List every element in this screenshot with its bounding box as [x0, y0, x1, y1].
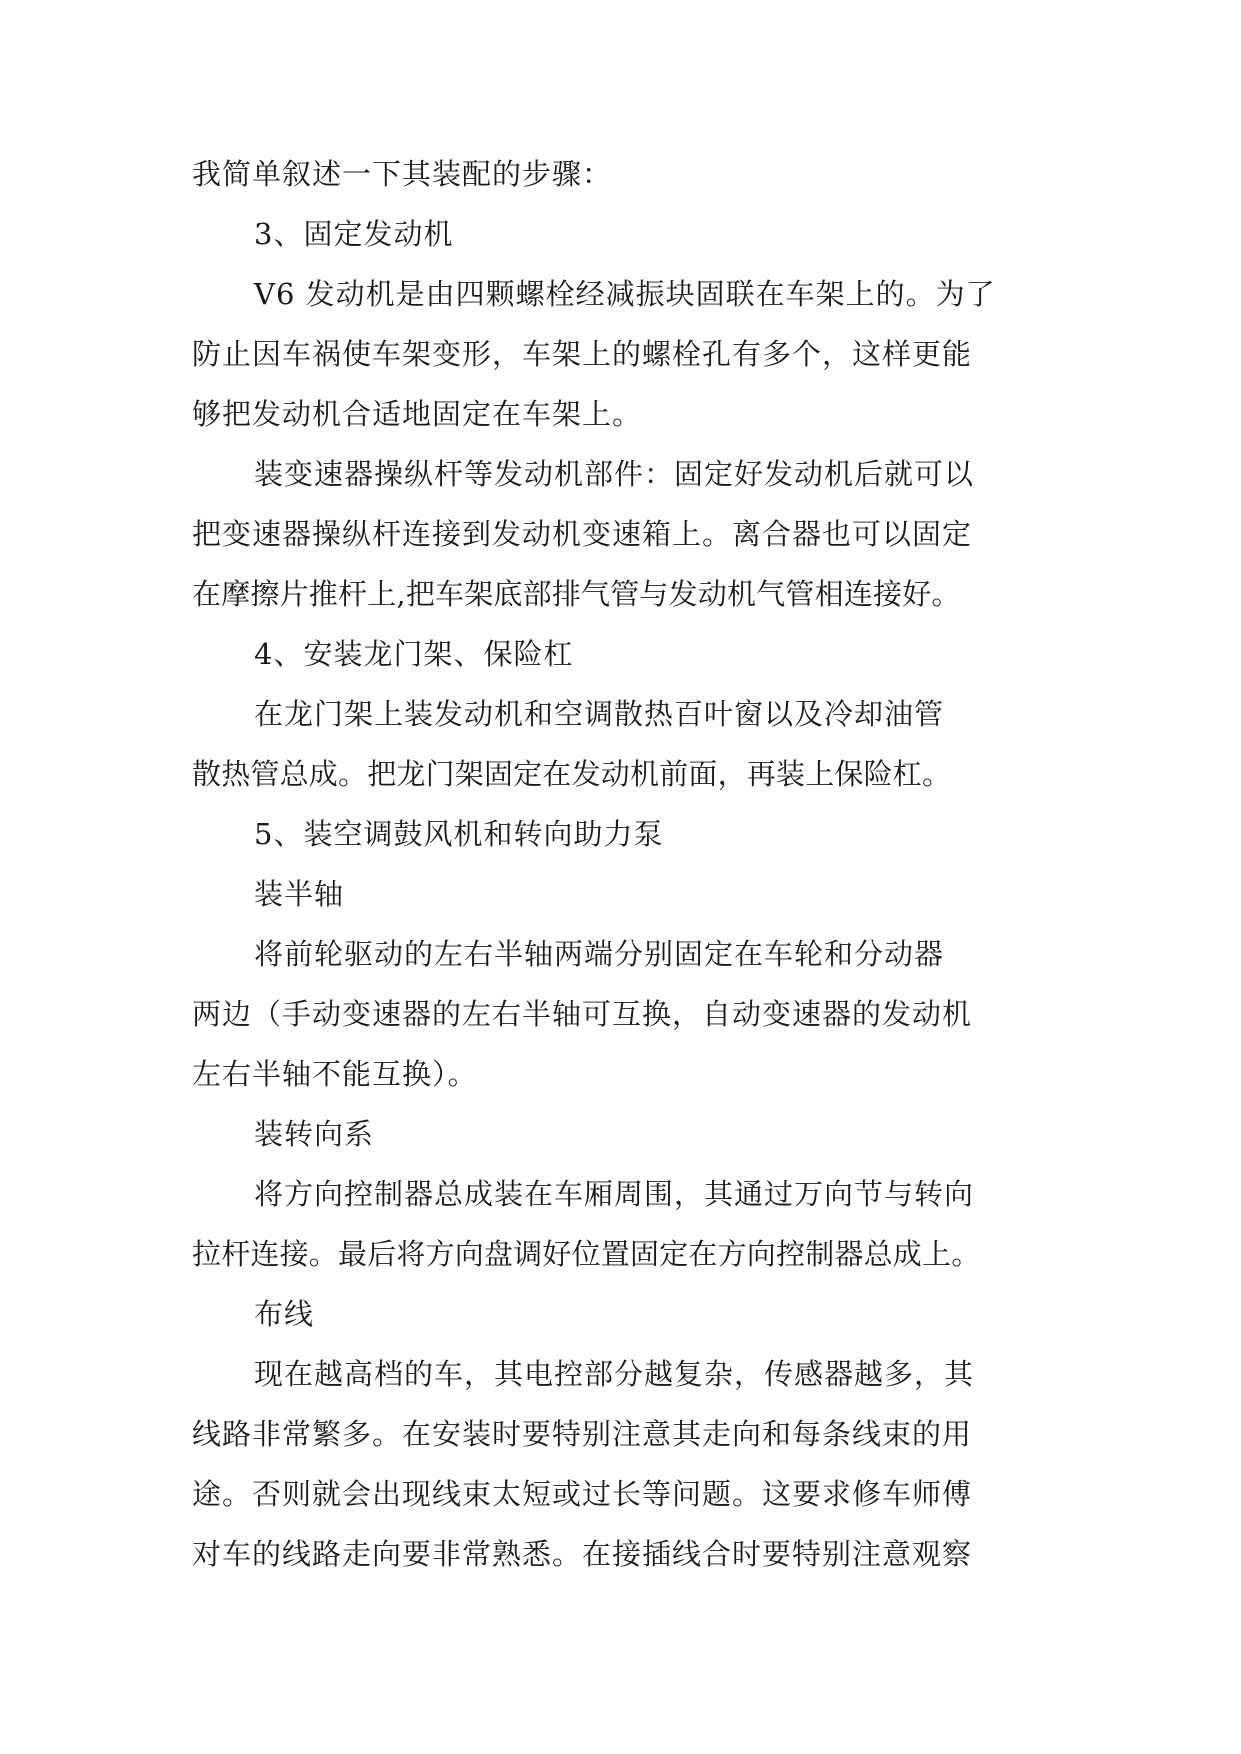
text-line-5: 够把发动机合适地固定在车架上。	[192, 397, 643, 431]
text-line-15: 两边（手动变速器的左右半轴可互换，自动变速器的发动机	[192, 997, 973, 1031]
heading-wiring: 布线	[254, 1297, 315, 1331]
text-line-14: 将前轮驱动的左右半轴两端分别固定在车轮和分动器	[254, 937, 945, 971]
text-line-24: 对车的线路走向要非常熟悉。在接插线合时要特别注意观察	[192, 1537, 973, 1571]
text-line-3: V6 发动机是由四颗螺栓经减振块固联在车架上的。为了	[254, 277, 996, 311]
text-line-21: 现在越高档的车，其电控部分越复杂，传感器越多，其	[254, 1357, 975, 1391]
text-line-23: 途。否则就会出现线束太短或过长等问题。这要求修车师傅	[192, 1477, 973, 1511]
text-line-6: 装变速器操纵杆等发动机部件：固定好发动机后就可以	[254, 457, 975, 491]
heading-install-gantry: 4、安装龙门架、保险杠	[254, 637, 574, 671]
text-line-16: 左右半轴不能互换）。	[192, 1057, 478, 1091]
text-line-22: 线路非常繁多。在安装时要特别注意其走向和每条线束的用	[192, 1417, 973, 1451]
heading-install-blower: 5、装空调鼓风机和转向助力泵	[254, 817, 664, 851]
heading-fix-engine: 3、固定发动机	[254, 217, 454, 251]
text-line-19: 拉杆连接。最后将方向盘调好位置固定在方向控制器总成上。	[192, 1237, 981, 1271]
heading-steering: 装转向系	[254, 1117, 375, 1151]
text-line-18: 将方向控制器总成装在车厢周围，其通过万向节与转向	[254, 1177, 975, 1211]
text-line-1: 我简单叙述一下其装配的步骤：	[192, 157, 613, 191]
heading-half-shaft: 装半轴	[254, 877, 345, 911]
text-line-11: 散热管总成。把龙门架固定在发动机前面，再装上保险杠。	[192, 757, 952, 791]
text-line-10: 在龙门架上装发动机和空调散热百叶窗以及冷却油管	[254, 697, 945, 731]
text-line-7: 把变速器操纵杆连接到发动机变速箱上。离合器也可以固定	[192, 517, 973, 551]
text-line-8: 在摩擦片推杆上,把车架底部排气管与发动机气管相连接好。	[192, 577, 961, 611]
text-line-4: 防止因车祸使车架变形，车架上的螺栓孔有多个，这样更能	[192, 337, 973, 371]
